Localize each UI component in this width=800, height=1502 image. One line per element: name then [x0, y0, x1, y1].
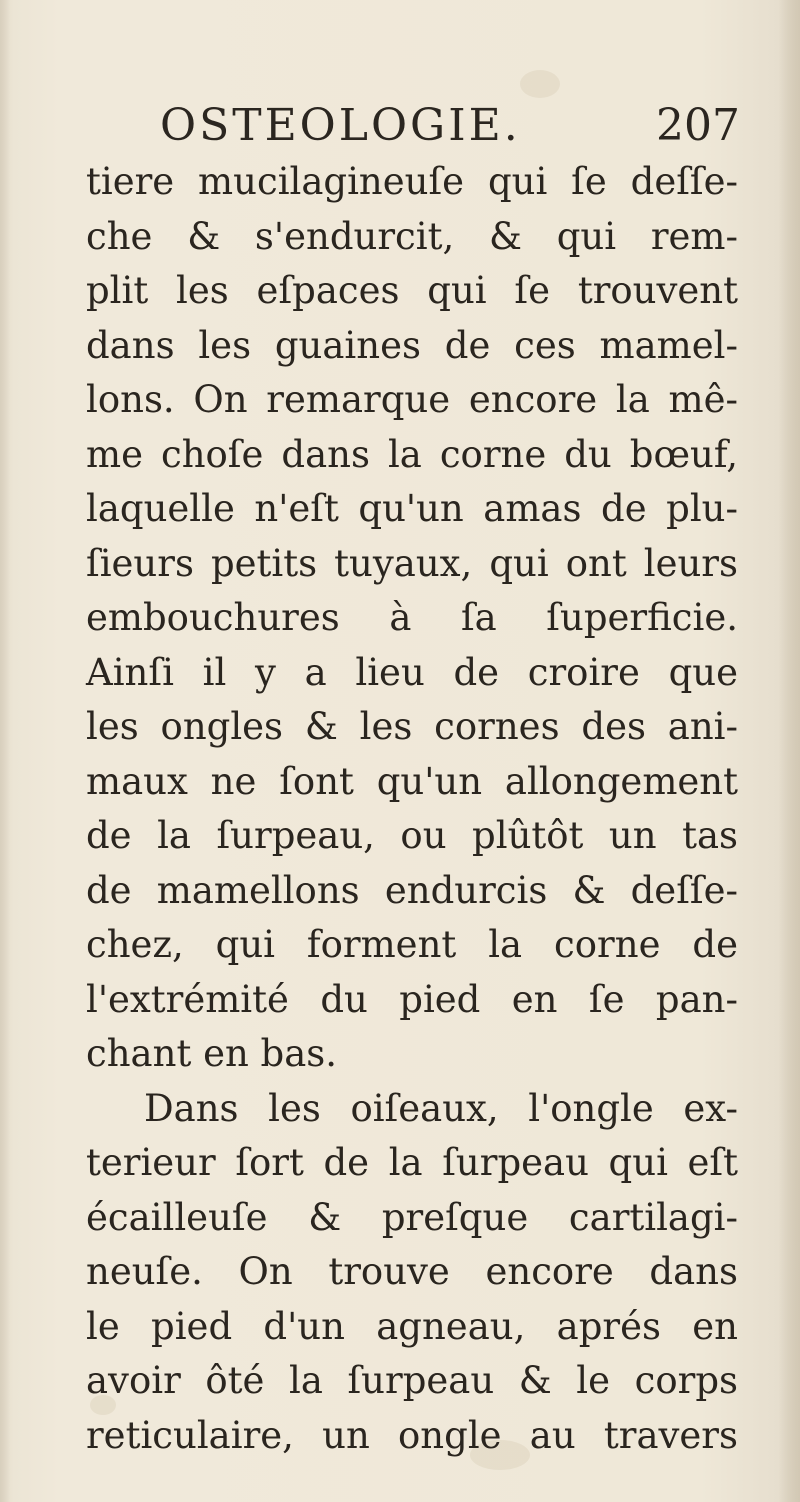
text-line: dans les guaines de ces mamel-	[86, 323, 738, 367]
text-line: avoir ôté la ſurpeau & le corps	[86, 1359, 738, 1402]
text-line: laquelle n'eſt qu'un amas de plu-	[86, 487, 738, 530]
text-line: écailleuſe & preſque cartilagi-	[86, 1195, 738, 1239]
running-head-title: OSTEOLOGIE.	[160, 100, 521, 151]
text-line: lons. On remarque encore la mê-	[86, 378, 738, 421]
text-line: che & s'endurcit, & qui rem-	[86, 214, 738, 258]
text-line: les ongles & les cornes des ani-	[86, 705, 738, 748]
paper-stain	[520, 70, 560, 98]
page-left-edge-shadow	[0, 0, 10, 1502]
text-line: chez, qui forment la corne de	[86, 923, 738, 966]
text-line: reticulaire, un ongle au travers	[86, 1413, 738, 1457]
text-line: tiere mucilagineuſe qui ſe deſſe-	[86, 160, 738, 203]
text-line: le pied d'un agneau, aprés en	[86, 1304, 738, 1348]
text-line: Ainſi il y a lieu de croire que	[86, 650, 738, 694]
paragraph-end-line: chant en bas.	[86, 1032, 338, 1075]
text-line: maux ne ſont qu'un allongement	[86, 759, 738, 803]
running-head	[160, 96, 740, 156]
text-line: plit les eſpaces qui ſe trouvent	[86, 269, 738, 312]
body-text	[86, 155, 738, 1463]
page-right-edge-shadow	[778, 0, 800, 1502]
text-line: me choſe dans la corne du bœuf,	[86, 432, 738, 476]
page-number: 207	[656, 100, 740, 151]
text-line: ſieurs petits tuyaux, qui ont leurs	[86, 541, 738, 585]
text-line: neuſe. On trouve encore dans	[86, 1250, 738, 1293]
text-line: de la ſurpeau, ou plûtôt un tas	[86, 814, 738, 857]
paragraph-start-line: Dans les oiſeaux, l'ongle ex-	[144, 1086, 738, 1130]
text-line: terieur ſort de la ſurpeau qui eſt	[86, 1141, 738, 1184]
text-line: l'extrémité du pied en ſe pan-	[86, 977, 738, 1021]
text-line: de mamellons endurcis & deſſe-	[86, 868, 738, 912]
text-line: embouchures à ſa ſuperficie.	[86, 596, 738, 639]
